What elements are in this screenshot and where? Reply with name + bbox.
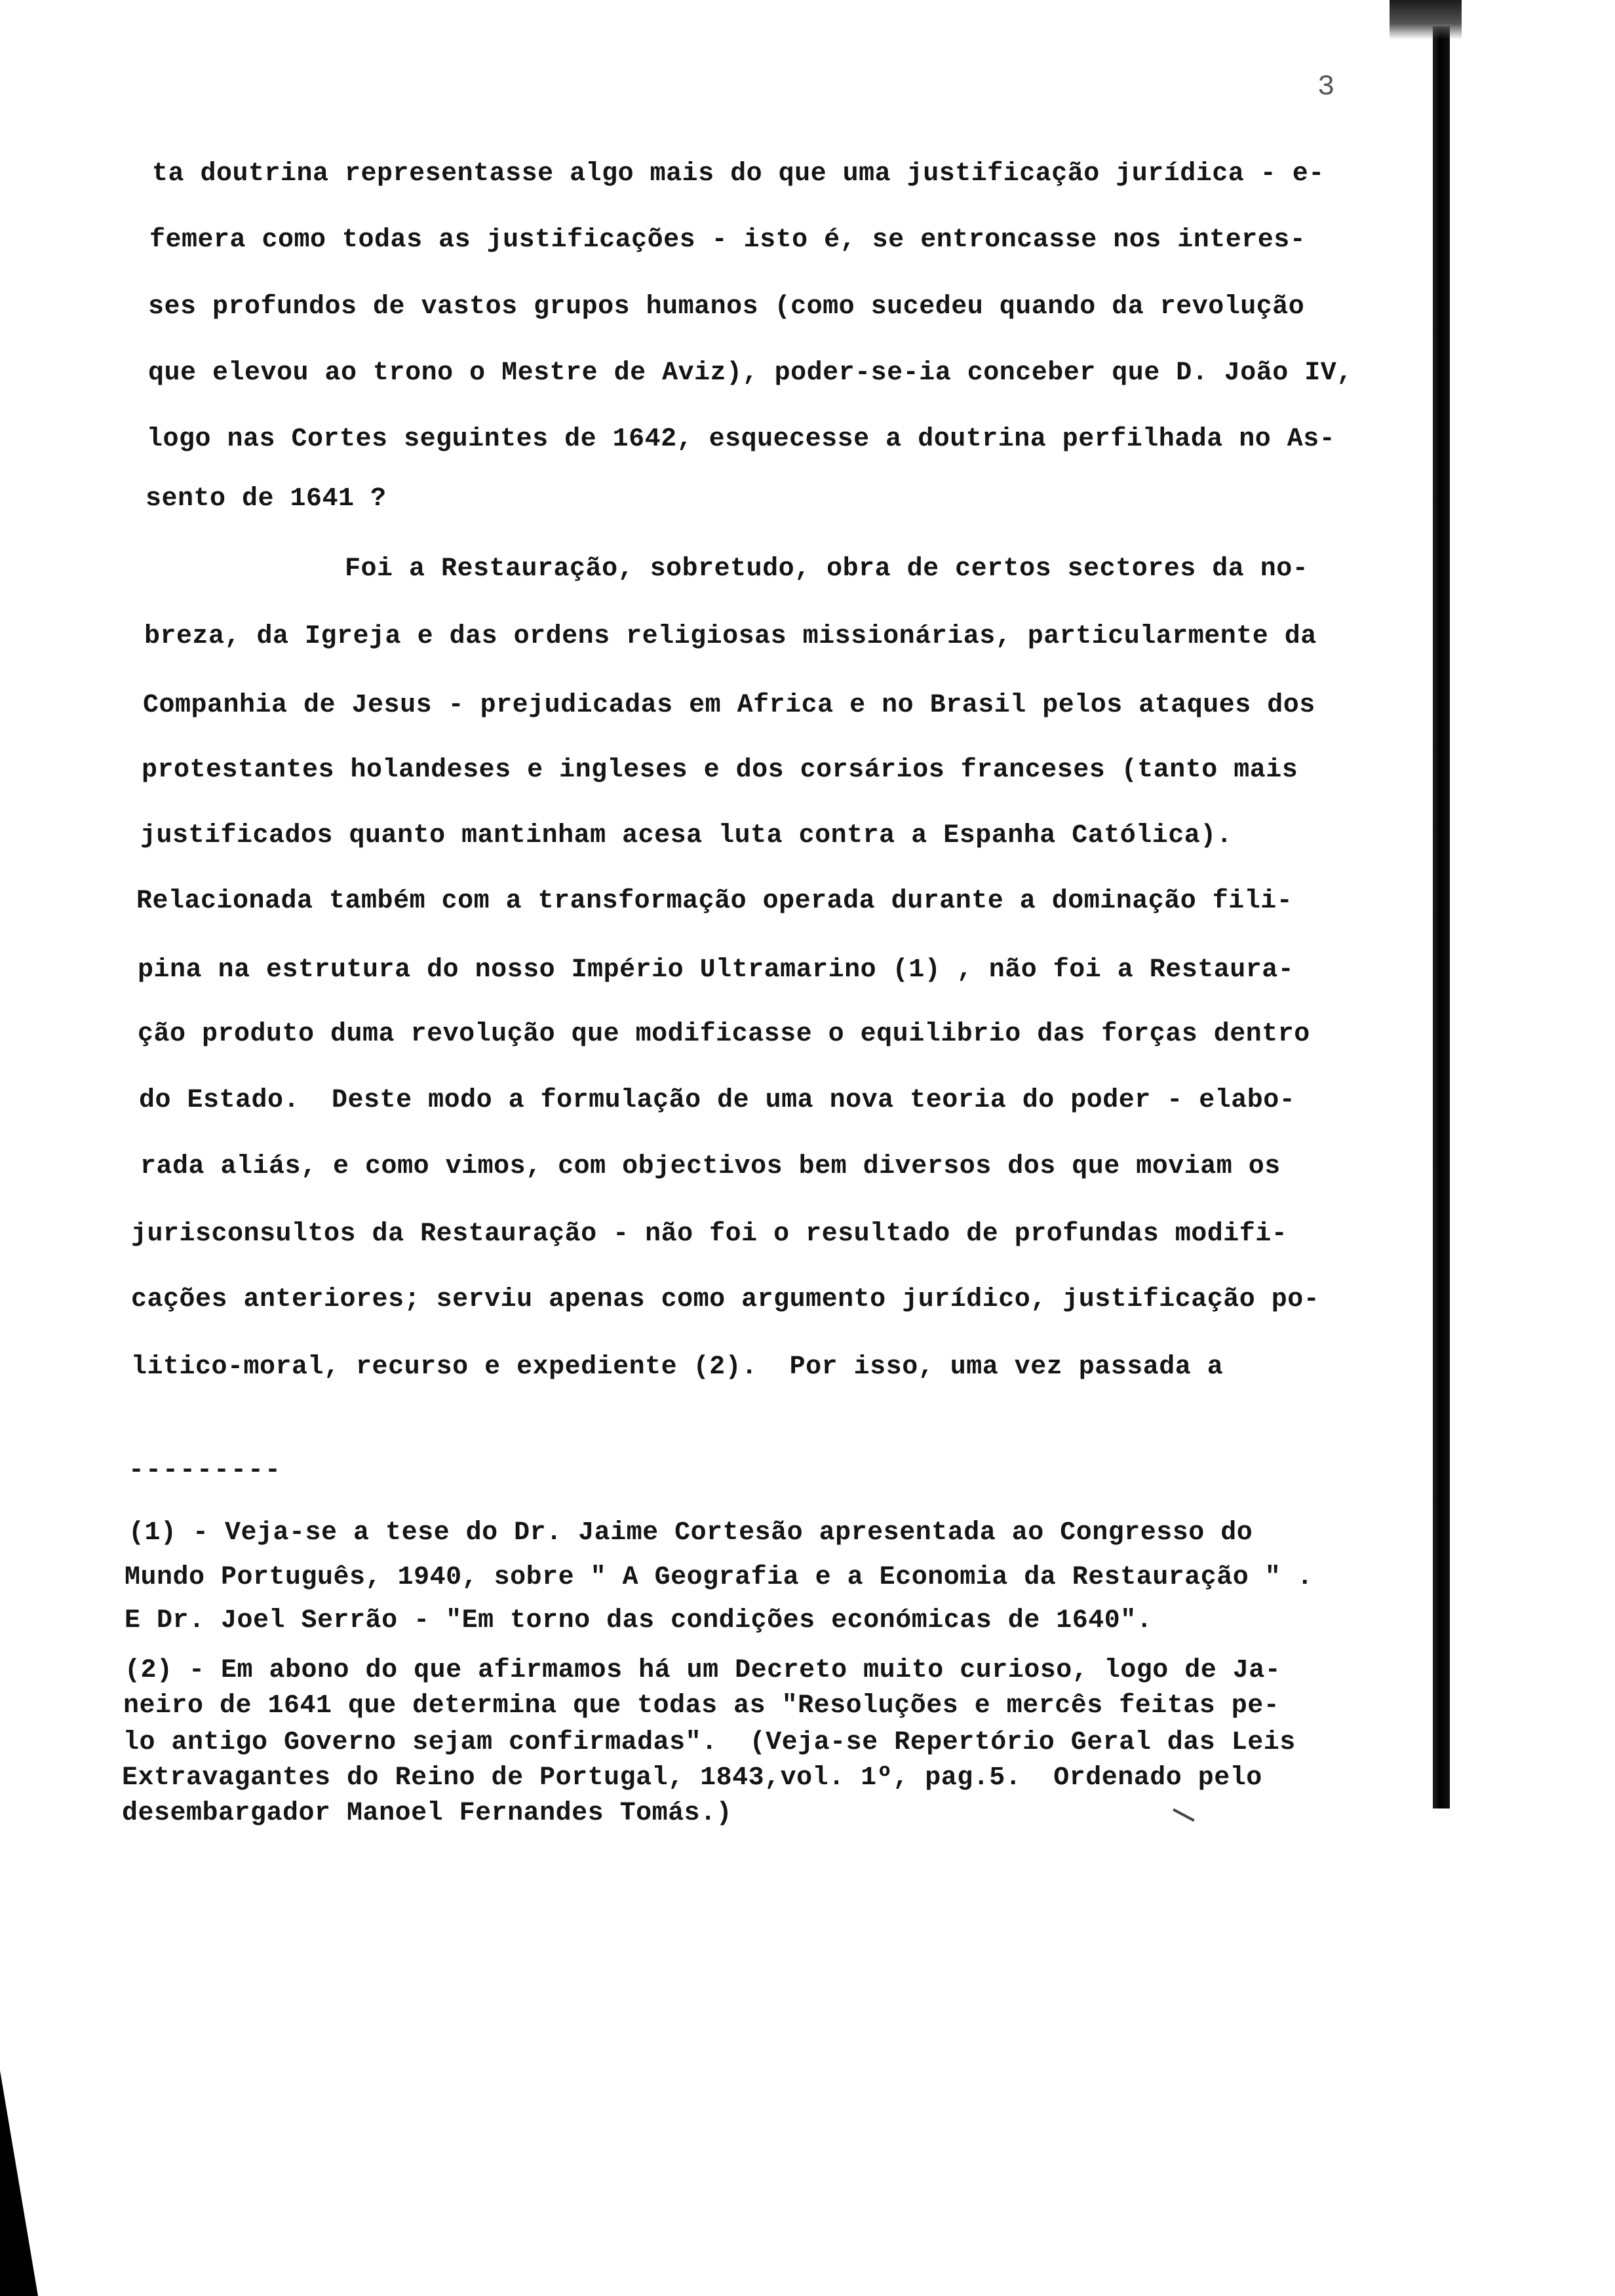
text-line: que elevou ao trono o Mestre de Aviz), poder-se-ia conceber que D. João IV, — [148, 358, 1353, 388]
text-line: Foi a Restauração, sobretudo, obra de certos sectores da no- — [345, 554, 1309, 584]
footnote-line: E Dr. Joel Serrão - "Em torno das condições económicas de 1640". — [125, 1606, 1153, 1636]
footnote-line: (2) - Em abono do que afirmamos há um Decreto muito curioso, logo de Ja- — [125, 1656, 1281, 1685]
footnote-line: neiro de 1641 que determina que todas as "Resoluções e mercês feitas pe- — [123, 1691, 1280, 1721]
scan-speck — [1173, 1808, 1195, 1822]
footnote-line: (1) - Veja-se a tese do Dr. Jaime Cortesão apresentada ao Congresso do — [128, 1518, 1253, 1548]
footnote-line: Mundo Português, 1940, sobre " A Geografia e a Economia da Restauração " . — [125, 1563, 1313, 1592]
text-line: Companhia de Jesus - prejudicadas em Africa e no Brasil pelos ataques dos — [143, 691, 1315, 720]
text-line: do Estado. Deste modo a formulação de uma nova teoria do poder - elabo- — [139, 1086, 1296, 1115]
scan-corner-shadow — [1390, 0, 1462, 39]
text-line: breza, da Igreja e das ordens religiosas missionárias, particularmente da — [144, 622, 1317, 651]
footnote-separator: --------- — [128, 1456, 282, 1485]
text-line: pina na estrutura do nosso Império Ultramarino (1) , não foi a Restaura- — [138, 955, 1294, 985]
text-line: ta doutrina representasse algo mais do que uma justificação jurídica - e- — [152, 159, 1325, 189]
text-line: Relacionada também com a transformação operada durante a dominação fili- — [136, 887, 1293, 916]
text-line: logo nas Cortes seguintes de 1642, esquecesse a doutrina perfilhada no As- — [147, 425, 1336, 454]
scan-margin — [1433, 0, 1615, 2296]
text-line: jurisconsultos da Restauração - não foi o resultado de profundas modifi- — [131, 1219, 1288, 1249]
text-line: cações anteriores; serviu apenas como argumento jurídico, justificação po- — [131, 1285, 1320, 1314]
scan-edge-shadow — [1433, 26, 1450, 1808]
text-line: justificados quanto mantinham acesa luta contra a Espanha Católica). — [140, 821, 1233, 851]
text-line: litico-moral, recurso e expediente (2). Por isso, uma vez passada a — [131, 1352, 1224, 1382]
footnote-line: Extravagantes do Reino de Portugal, 1843,vol. 1º, pag.5. Ordenado pelo — [122, 1763, 1262, 1793]
page-number: 3 — [1317, 71, 1338, 104]
footnote-line: desembargador Manoel Fernandes Tomás.) — [122, 1799, 733, 1828]
text-line: rada aliás, e como vimos, com objectivos bem diversos dos que moviam os — [140, 1152, 1281, 1181]
scan-corner-shadow-bottom — [0, 2071, 38, 2296]
text-line: ses profundos de vastos grupos humanos (como sucedeu quando da revolução — [148, 292, 1305, 322]
text-line: sento de 1641 ? — [146, 484, 387, 514]
text-line: protestantes holandeses e ingleses e dos corsários franceses (tanto mais — [142, 756, 1298, 785]
footnote-line: lo antigo Governo sejam confirmadas". (Veja-se Repertório Geral das Leis — [123, 1728, 1296, 1757]
text-line: femera como todas as justificações - isto é, se entroncasse nos interes- — [149, 225, 1306, 255]
text-line: ção produto duma revolução que modificasse o equilibrio das forças dentro — [138, 1020, 1310, 1049]
